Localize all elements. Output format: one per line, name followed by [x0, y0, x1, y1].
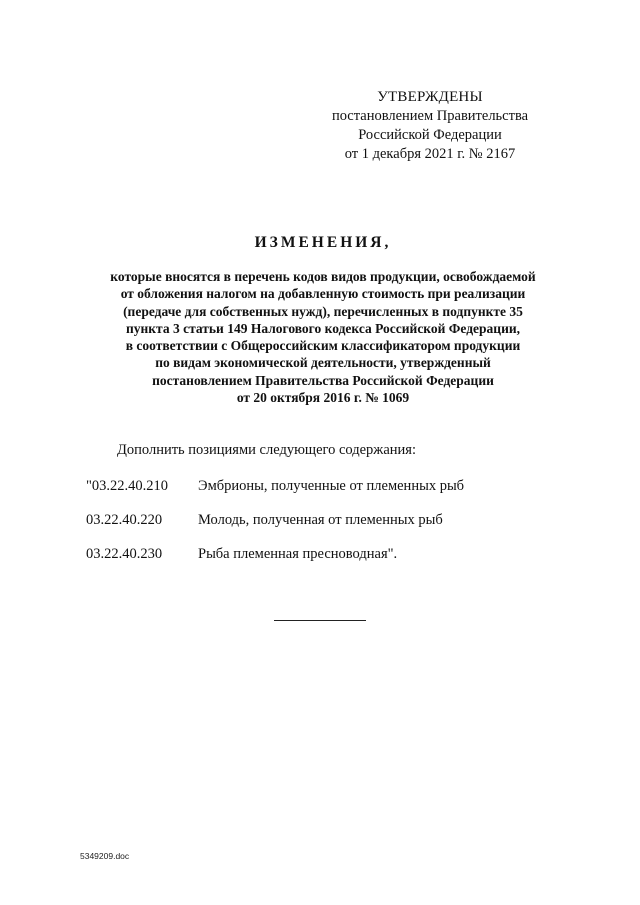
position-name: Молодь, полученная от племенных рыб [198, 512, 443, 528]
position-name: Рыба племенная пресноводная". [198, 546, 398, 562]
document-title: ИЗМЕНЕНИЯ, [254, 234, 392, 251]
list-item [86, 512, 464, 546]
position-code: "03.22.40.210 [86, 478, 169, 494]
intro-paragraph: Дополнить позициями следующего содержания: [117, 442, 416, 458]
approval-line-2: Российской Федерации [358, 127, 502, 143]
approval-heading: УТВЕРЖДЕНЫ [377, 89, 483, 105]
document-heading [60, 234, 586, 406]
list-item [86, 546, 464, 580]
subtitle-line: (передаче для собственных нужд), перечисленных в подпункте 35 [123, 303, 523, 319]
subtitle-line: которые вносятся в перечень кодов видов продукции, освобождаемой [110, 269, 536, 284]
subtitle-line: от 20 октября 2016 г. № 1069 [236, 390, 410, 406]
subtitle-line: по видам экономической деятельности, утвержденный [155, 355, 491, 371]
position-name: Эмбрионы, полученные от племенных рыб [198, 478, 465, 494]
subtitle-line: пункта 3 статьи 149 Налогового кодекса Российской Федерации, [125, 320, 521, 336]
position-code: 03.22.40.230 [86, 546, 163, 562]
approval-line-1: постановлением Правительства [331, 108, 529, 124]
subtitle-line: от обложения налогом на добавленную стоимость при реализации [120, 286, 526, 302]
document-subtitle [60, 268, 586, 406]
positions-list [86, 478, 464, 580]
end-divider [274, 620, 366, 621]
document-file-id: 5349209.doc [80, 851, 130, 861]
list-item [86, 478, 464, 512]
subtitle-line: постановлением Правительства Российской Федерации [152, 372, 494, 388]
approval-line-3: от 1 декабря 2021 г. № 2167 [344, 146, 516, 162]
approval-stamp [330, 88, 530, 164]
subtitle-line: в соответствии с Общероссийским классификатором продукции [125, 338, 521, 354]
position-code: 03.22.40.220 [86, 512, 163, 528]
